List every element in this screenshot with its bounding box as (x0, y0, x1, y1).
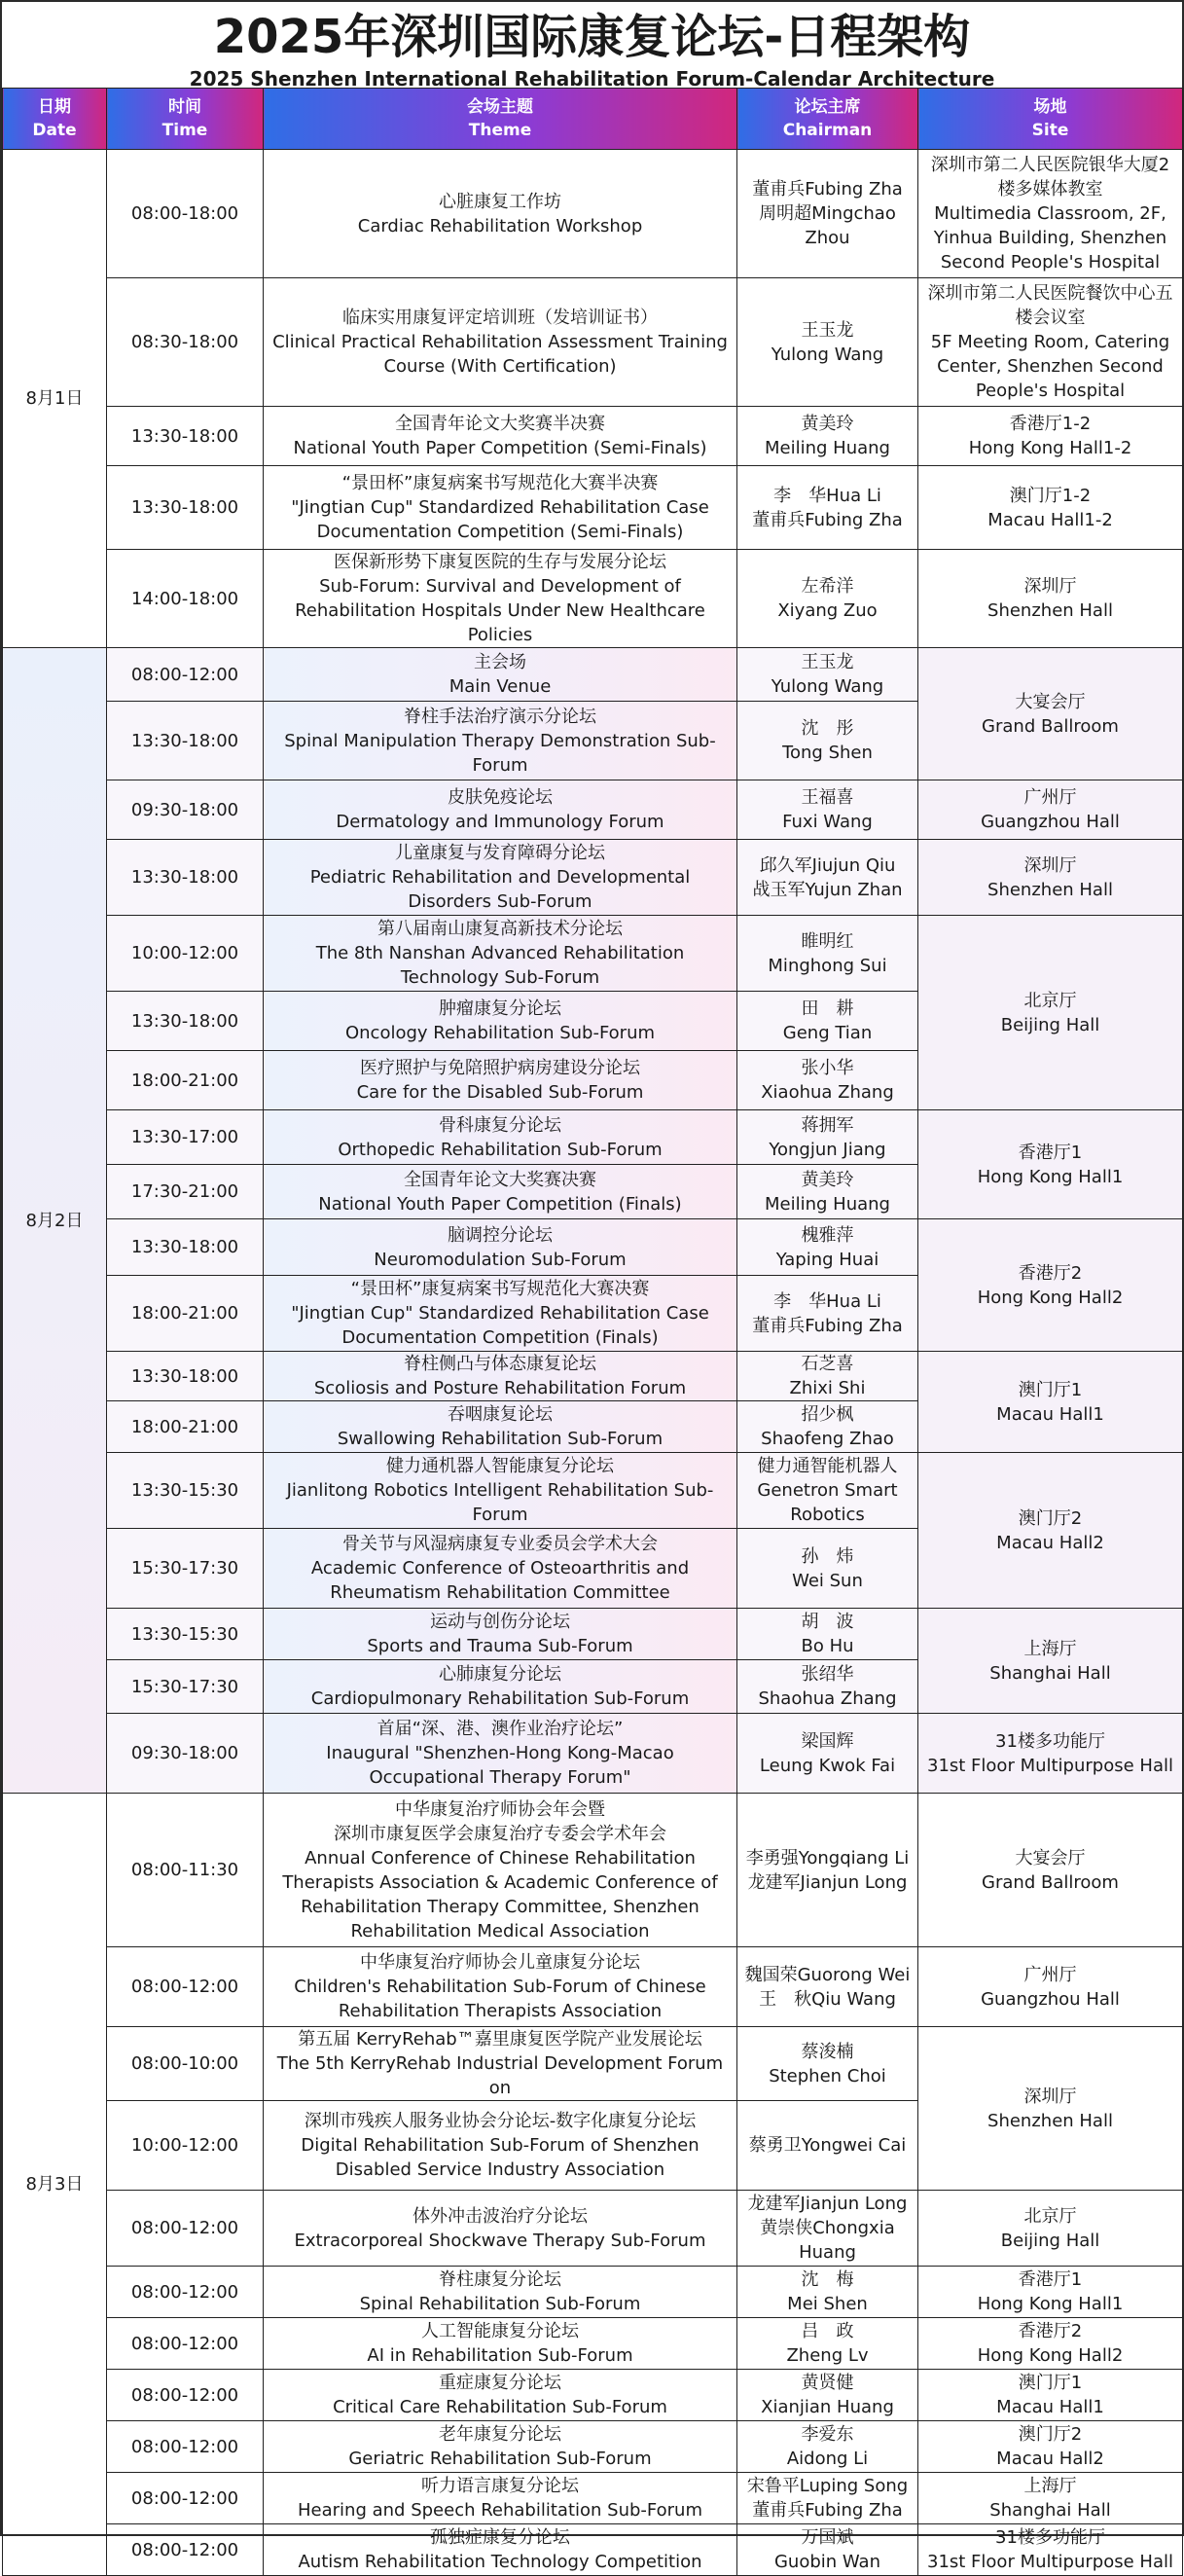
site-cell: 深圳市第二人民医院餐饮中心五楼会议室 5F Meeting Room, Catering Center, Shenzhen Second People's Hospital (918, 278, 1183, 407)
theme-cell: 骨科康复分论坛 Orthopedic Rehabilitation Sub-Forum (264, 1110, 737, 1165)
time-cell: 13:30-18:00 (107, 702, 264, 780)
time-cell: 09:30-18:00 (107, 780, 264, 840)
theme-cell: 健力通机器人智能康复分论坛 Jianlitong Robotics Intelligent Rehabilitation Sub-Forum (264, 1453, 737, 1529)
theme-cell: 听力语言康复分论坛 Hearing and Speech Rehabilitation Sub-Forum (264, 2473, 737, 2524)
chairman-cell: 吕 政 Zheng Lv (737, 2318, 918, 2370)
chairman-cell: 王福喜 Fuxi Wang (737, 780, 918, 840)
chairman-cell: 石芝喜 Zhixi Shi (737, 1352, 918, 1401)
table-row (3, 2191, 1183, 2267)
chairman-cell: 槐雅萍 Yaping Huai (737, 1219, 918, 1276)
time-cell: 13:30-18:00 (107, 466, 264, 550)
header-time: 时间 Time (107, 89, 264, 150)
time-cell: 14:00-18:00 (107, 550, 264, 648)
chairman-cell: 沈 彤 Tong Shen (737, 702, 918, 780)
theme-cell: 临床实用康复评定培训班（发培训证书） Clinical Practical Rehabilitation Assessment Training Course (With Certification) (264, 278, 737, 407)
time-cell: 08:00-10:00 (107, 2027, 264, 2101)
site-cell: 香港厅1-2 Hong Kong Hall1-2 (918, 407, 1183, 466)
site-cell: 澳门厅1-2 Macau Hall1-2 (918, 466, 1183, 550)
header-date: 日期 Date (3, 89, 107, 150)
table-row (3, 1453, 1183, 1529)
site-cell: 大宴会厅 Grand Ballroom (918, 648, 1183, 780)
theme-cell: 主会场 Main Venue (264, 648, 737, 702)
title-block (2, 2, 1182, 91)
theme-cell: 全国青年论文大奖赛决赛 National Youth Paper Competition (Finals) (264, 1165, 737, 1219)
time-cell: 13:30-15:30 (107, 1453, 264, 1529)
chairman-cell: 黄贤健 Xianjian Huang (737, 2370, 918, 2421)
site-cell: 深圳厅 Shenzhen Hall (918, 550, 1183, 648)
time-cell: 15:30-17:30 (107, 1529, 264, 1609)
chairman-cell: 董甫兵Fubing Zha 周明超Mingchao Zhou (737, 150, 918, 278)
table-row (3, 550, 1183, 648)
site-cell: 香港厅1 Hong Kong Hall1 (918, 1110, 1183, 1219)
time-cell: 17:30-21:00 (107, 1165, 264, 1219)
site-cell: 上海厅 Shanghai Hall (918, 1609, 1183, 1714)
site-cell: 大宴会厅 Grand Ballroom (918, 1794, 1183, 1947)
theme-cell: 人工智能康复分论坛 AI in Rehabilitation Sub-Forum (264, 2318, 737, 2370)
table-row (3, 2027, 1183, 2101)
chairman-cell: 李 华Hua Li 董甫兵Fubing Zha (737, 466, 918, 550)
chairman-cell: 宋鲁平Luping Song 董甫兵Fubing Zha (737, 2473, 918, 2524)
table-row (3, 1609, 1183, 1660)
time-cell: 13:30-18:00 (107, 840, 264, 916)
chairman-cell: 田 耕 Geng Tian (737, 992, 918, 1051)
time-cell: 09:30-18:00 (107, 1714, 264, 1794)
header-theme: 会场主题 Theme (264, 89, 737, 150)
time-cell: 18:00-21:00 (107, 1276, 264, 1352)
theme-cell: 脊柱康复分论坛 Spinal Rehabilitation Sub-Forum (264, 2267, 737, 2318)
time-cell: 10:00-12:00 (107, 2101, 264, 2191)
time-cell: 08:00-12:00 (107, 2267, 264, 2318)
schedule-table (2, 88, 1183, 2576)
chairman-cell: 招少枫 Shaofeng Zhao (737, 1401, 918, 1453)
site-cell: 香港厅2 Hong Kong Hall2 (918, 1219, 1183, 1352)
table-row (3, 1794, 1183, 1947)
theme-cell: 第八届南山康复高新技术分论坛 The 8th Nanshan Advanced Rehabilitation Technology Sub-Forum (264, 916, 737, 992)
site-cell: 31楼多功能厅 31st Floor Multipurpose Hall (918, 1714, 1183, 1794)
table-row (3, 1352, 1183, 1401)
theme-cell: 皮肤免疫论坛 Dermatology and Immunology Forum (264, 780, 737, 840)
time-cell: 13:30-15:30 (107, 1609, 264, 1660)
time-cell: 08:00-12:00 (107, 2473, 264, 2524)
table-row (3, 2267, 1183, 2318)
time-cell: 13:30-18:00 (107, 1219, 264, 1276)
table-row (3, 150, 1183, 278)
header-row (3, 89, 1183, 150)
site-cell: 澳门厅2 Macau Hall2 (918, 1453, 1183, 1609)
theme-cell: 深圳市残疾人服务业协会分论坛-数字化康复分论坛 Digital Rehabilitation Sub-Forum of Shenzhen Disabled Service Industry Association (264, 2101, 737, 2191)
time-cell: 08:00-12:00 (107, 1947, 264, 2027)
chairman-cell: 黄美玲 Meiling Huang (737, 1165, 918, 1219)
chairman-cell: 张小华 Xiaohua Zhang (737, 1051, 918, 1110)
theme-cell: “景田杯”康复病案书写规范化大赛决赛 "Jingtian Cup" Standardized Rehabilitation Case Documentation Competition (Finals) (264, 1276, 737, 1352)
chairman-cell: 万国斌 Guobin Wan (737, 2524, 918, 2576)
time-cell: 18:00-21:00 (107, 1051, 264, 1110)
time-cell: 08:00-12:00 (107, 2191, 264, 2267)
chairman-cell: 王玉龙 Yulong Wang (737, 648, 918, 702)
theme-cell: 脑调控分论坛 Neuromodulation Sub-Forum (264, 1219, 737, 1276)
theme-cell: 体外冲击波治疗分论坛 Extracorporeal Shockwave Therapy Sub-Forum (264, 2191, 737, 2267)
site-cell: 深圳市第二人民医院银华大厦2楼多媒体教室 Multimedia Classroom, 2F, Yinhua Building, Shenzhen Second People's Hospital (918, 150, 1183, 278)
site-cell: 澳门厅2 Macau Hall2 (918, 2421, 1183, 2473)
chairman-cell: 李爱东 Aidong Li (737, 2421, 918, 2473)
header-chairman: 论坛主席 Chairman (737, 89, 918, 150)
chairman-cell: 左希洋 Xiyang Zuo (737, 550, 918, 648)
chairman-cell: 李勇强Yongqiang Li 龙建军Jianjun Long (737, 1794, 918, 1947)
table-row (3, 1947, 1183, 2027)
chairman-cell: 邱久军Jiujun Qiu 战玉军Yujun Zhan (737, 840, 918, 916)
site-cell: 上海厅 Shanghai Hall (918, 2473, 1183, 2524)
table-row (3, 648, 1183, 702)
theme-cell: 老年康复分论坛 Geriatric Rehabilitation Sub-Forum (264, 2421, 737, 2473)
table-row (3, 278, 1183, 407)
table-row (3, 2524, 1183, 2576)
time-cell: 08:00-18:00 (107, 150, 264, 278)
theme-cell: 脊柱手法治疗演示分论坛 Spinal Manipulation Therapy Demonstration Sub-Forum (264, 702, 737, 780)
table-row (3, 2473, 1183, 2524)
header-site: 场地 Site (918, 89, 1183, 150)
time-cell: 08:00-12:00 (107, 648, 264, 702)
time-cell: 18:00-21:00 (107, 1401, 264, 1453)
theme-cell: 第五届 KerryRehab™嘉里康复医学院产业发展论坛 The 5th KerryRehab Industrial Development Forum on (264, 2027, 737, 2101)
chairman-cell: 李 华Hua Li 董甫兵Fubing Zha (737, 1276, 918, 1352)
site-cell: 香港厅1 Hong Kong Hall1 (918, 2267, 1183, 2318)
table-row (3, 1714, 1183, 1794)
date-cell: 8月3日 (3, 1794, 107, 2576)
chairman-cell: 张绍华 Shaohua Zhang (737, 1660, 918, 1714)
theme-cell: 重症康复分论坛 Critical Care Rehabilitation Sub-Forum (264, 2370, 737, 2421)
table-row (3, 840, 1183, 916)
table-row (3, 1110, 1183, 1165)
theme-cell: 医保新形势下康复医院的生存与发展分论坛 Sub-Forum: Survival and Development of Rehabilitation Hospitals Under New Healthcare Policies (264, 550, 737, 648)
theme-cell: 中华康复治疗师协会年会暨 深圳市康复医学会康复治疗专委会学术年会 Annual Conference of Chinese Rehabilitation Therapists Association & Academic Conference of Rehabilitation Therapy Committee, Shenzhen Rehabilitation Medical Association (264, 1794, 737, 1947)
theme-cell: 心肺康复分论坛 Cardiopulmonary Rehabilitation Sub-Forum (264, 1660, 737, 1714)
site-cell: 北京厅 Beijing Hall (918, 916, 1183, 1110)
time-cell: 13:30-18:00 (107, 1352, 264, 1401)
time-cell: 13:30-17:00 (107, 1110, 264, 1165)
time-cell: 08:00-12:00 (107, 2421, 264, 2473)
table-row (3, 1219, 1183, 1276)
site-cell: 深圳厅 Shenzhen Hall (918, 2027, 1183, 2191)
site-cell: 北京厅 Beijing Hall (918, 2191, 1183, 2267)
time-cell: 08:00-12:00 (107, 2524, 264, 2576)
site-cell: 澳门厅1 Macau Hall1 (918, 1352, 1183, 1453)
site-cell: 深圳厅 Shenzhen Hall (918, 840, 1183, 916)
table-row (3, 466, 1183, 550)
time-cell: 08:00-11:30 (107, 1794, 264, 1947)
chairman-cell: 沈 梅 Mei Shen (737, 2267, 918, 2318)
time-cell: 08:30-18:00 (107, 278, 264, 407)
chairman-cell: 蒋拥军 Yongjun Jiang (737, 1110, 918, 1165)
chairman-cell: 胡 波 Bo Hu (737, 1609, 918, 1660)
chairman-cell: 黄美玲 Meiling Huang (737, 407, 918, 466)
site-cell: 香港厅2 Hong Kong Hall2 (918, 2318, 1183, 2370)
date-cell: 8月2日 (3, 648, 107, 1794)
time-cell: 10:00-12:00 (107, 916, 264, 992)
time-cell: 13:30-18:00 (107, 407, 264, 466)
chairman-cell: 魏国荣Guorong Wei 王 秋Qiu Wang (737, 1947, 918, 2027)
date-cell: 8月1日 (3, 150, 107, 648)
time-cell: 08:00-12:00 (107, 2370, 264, 2421)
theme-cell: 心脏康复工作坊 Cardiac Rehabilitation Workshop (264, 150, 737, 278)
page-title: 2025年深圳国际康复论坛-日程架构 (213, 10, 971, 64)
theme-cell: 肿瘤康复分论坛 Oncology Rehabilitation Sub-Forum (264, 992, 737, 1051)
site-cell: 31楼多功能厅 31st Floor Multipurpose Hall (918, 2524, 1183, 2576)
table-row (3, 2370, 1183, 2421)
time-cell: 15:30-17:30 (107, 1660, 264, 1714)
chairman-cell: 蔡勇卫Yongwei Cai (737, 2101, 918, 2191)
chairman-cell: 睢明红 Minghong Sui (737, 916, 918, 992)
theme-cell: 运动与创伤分论坛 Sports and Trauma Sub-Forum (264, 1609, 737, 1660)
table-row (3, 916, 1183, 992)
theme-cell: 脊柱侧凸与体态康复论坛 Scoliosis and Posture Rehabilitation Forum (264, 1352, 737, 1401)
chairman-cell: 梁国辉 Leung Kwok Fai (737, 1714, 918, 1794)
table-row (3, 407, 1183, 466)
theme-cell: 吞咽康复论坛 Swallowing Rehabilitation Sub-Forum (264, 1401, 737, 1453)
chairman-cell: 孙 炜 Wei Sun (737, 1529, 918, 1609)
site-cell: 澳门厅1 Macau Hall1 (918, 2370, 1183, 2421)
theme-cell: 全国青年论文大奖赛半决赛 National Youth Paper Competition (Semi-Finals) (264, 407, 737, 466)
chairman-cell: 龙建军Jianjun Long 黄崇侠Chongxia Huang (737, 2191, 918, 2267)
time-cell: 08:00-12:00 (107, 2318, 264, 2370)
time-cell: 13:30-18:00 (107, 992, 264, 1051)
table-row (3, 780, 1183, 840)
theme-cell: 儿童康复与发育障碍分论坛 Pediatric Rehabilitation and Developmental Disorders Sub-Forum (264, 840, 737, 916)
site-cell: 广州厅 Guangzhou Hall (918, 780, 1183, 840)
theme-cell: 骨关节与风湿病康复专业委员会学术大会 Academic Conference of Osteoarthritis and Rheumatism Rehabilitation Committee (264, 1529, 737, 1609)
table-row (3, 2421, 1183, 2473)
theme-cell: 孤独症康复分论坛 Autism Rehabilitation Technology Competition (264, 2524, 737, 2576)
site-cell: 广州厅 Guangzhou Hall (918, 1947, 1183, 2027)
chairman-cell: 健力通智能机器人 Genetron Smart Robotics (737, 1453, 918, 1529)
chairman-cell: 蔡浚楠 Stephen Choi (737, 2027, 918, 2101)
theme-cell: 中华康复治疗师协会儿童康复分论坛 Children's Rehabilitation Sub-Forum of Chinese Rehabilitation Therapists Association (264, 1947, 737, 2027)
theme-cell: “景田杯”康复病案书写规范化大赛半决赛 "Jingtian Cup" Standardized Rehabilitation Case Documentation Competition (Semi-Finals) (264, 466, 737, 550)
theme-cell: 首届“深、港、澳作业治疗论坛” Inaugural "Shenzhen-Hong Kong-Macao Occupational Therapy Forum" (264, 1714, 737, 1794)
chairman-cell: 王玉龙 Yulong Wang (737, 278, 918, 407)
theme-cell: 医疗照护与免陪照护病房建设分论坛 Care for the Disabled Sub-Forum (264, 1051, 737, 1110)
table-row (3, 2318, 1183, 2370)
page-subtitle: 2025 Shenzhen International Rehabilitation Forum-Calendar Architecture (189, 67, 995, 91)
